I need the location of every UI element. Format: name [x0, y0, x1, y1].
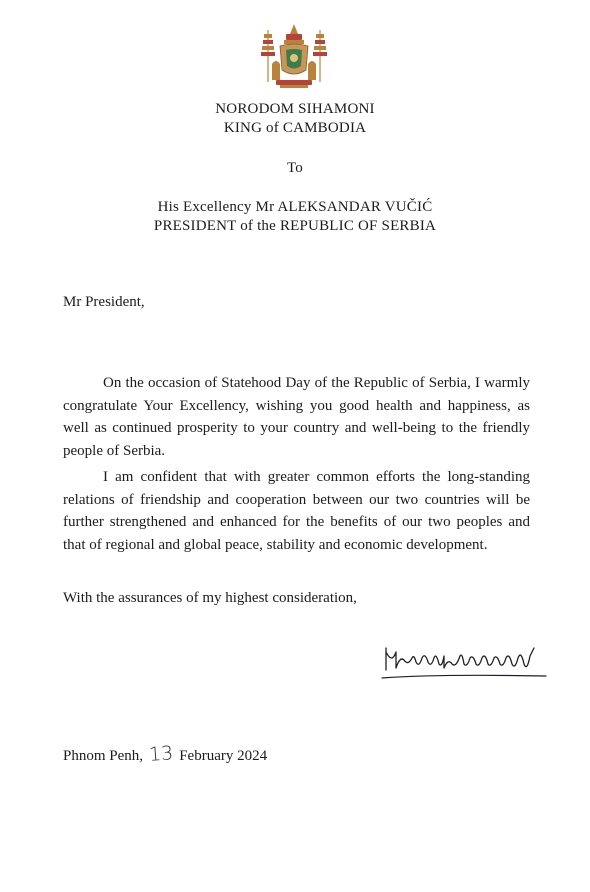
closing-line: With the assurances of my highest consideration, — [63, 590, 357, 606]
recipient-name: His Excellency Mr ALEKSANDAR VUČIĆ — [157, 199, 433, 215]
month-year: February 2024 — [179, 748, 268, 764]
place-and-date — [63, 743, 267, 765]
handwritten-day: 13 — [148, 742, 174, 766]
sender-name: NORODOM SIHAMONI — [215, 101, 375, 117]
body-paragraph: I am confident that with greater common efforts the long-standing relations of friendship and cooperation between our two countries will be further strengthened and enhanced for the benefits of our two peoples and that of regional and global peace, stability and economic development. — [63, 469, 530, 553]
body-paragraph: On the occasion of Statehood Day of the Republic of Serbia, I warmly congratulate Your Excellency, wishing you good health and happiness, as well as continued prosperity to your country and well-being to the friendly people of Serbia. — [63, 375, 530, 459]
handwritten-signature-icon — [378, 638, 548, 684]
royal-coat-of-arms-icon — [258, 22, 330, 90]
to-label: To — [286, 160, 303, 176]
salutation: Mr President, — [63, 294, 145, 310]
place: Phnom Penh, — [63, 748, 144, 764]
recipient-title: PRESIDENT of the REPUBLIC OF SERBIA — [153, 218, 437, 234]
sender-title: KING of CAMBODIA — [223, 120, 367, 136]
